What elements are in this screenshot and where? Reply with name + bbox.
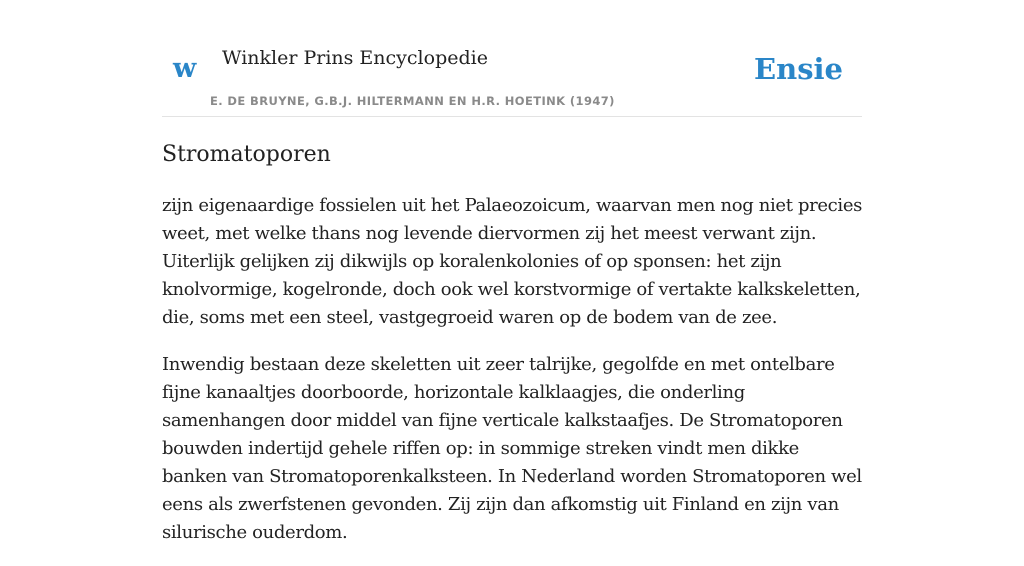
authors-line: E. DE BRUYNE, G.B.J. HILTERMANN EN H.R. HOETINK (1947) xyxy=(210,94,615,108)
article-title: Stromatoporen xyxy=(162,142,331,167)
winkler-prins-logo-icon[interactable]: w xyxy=(173,53,197,84)
article-paragraph-1: zijn eigenaardige fossielen uit het Palaeozoicum, waarvan men nog niet precies weet, met welke thans nog levende diervormen zij het meest verwant zijn. Uiterlijk gelijken zij dikwijls op koralenkolonies of op sponsen: het zijn knolvormige, kogelronde, doch ook wel korstvormige of vertakte kalkskeletten, die, soms met een steel, vastgegroeid waren op de bodem van de zee. xyxy=(162,195,863,328)
site-header xyxy=(162,0,862,117)
ensie-brand-logo[interactable]: Ensie xyxy=(754,52,843,86)
site-title[interactable]: Winkler Prins Encyclopedie xyxy=(222,47,488,69)
article-body xyxy=(162,192,862,566)
article-paragraph-2: Inwendig bestaan deze skeletten uit zeer talrijke, gegolfde en met ontelbare fijne kanaaltjes doorboorde, horizontale kalklaagjes, die onderling samenhangen door middel van fijne verticale kalkstaafjes. De Stromatoporen bouwden indertijd gehele riffen op: in sommige streken vindt men dikke banken van Stromatoporenkalksteen. In Nederland worden Stromatoporen wel eens als zwerfstenen gevonden. Zij zijn dan afkomstig uit Finland en zijn van silurische ouderdom. xyxy=(162,354,862,543)
